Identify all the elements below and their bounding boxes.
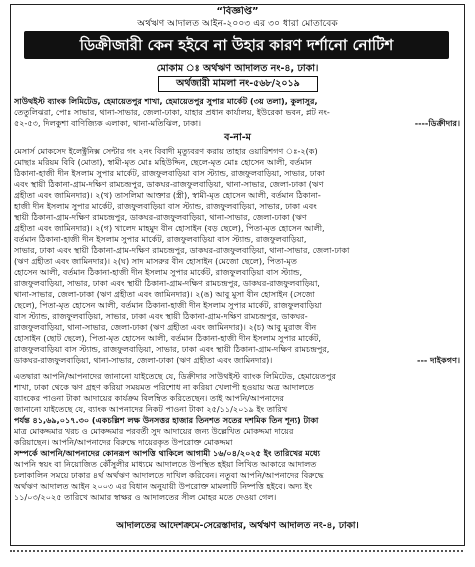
body-line: চলাকালিন সময়ে ঢাকার ৪র্থ অর্থঋণ আদালতে দাখিল করিবেন। নতুবা আপনি/আপনাদের বিরুদ্ধে — [14, 470, 324, 480]
defendant-line: মেসার্স মোকসেদ ইলেক্ট্রনিক্স সেন্টার গং ২নং বিবাদী মৃত্যুবরণ করায় তাহার ওয়ারিশগণ ঃ-২(ক) — [14, 146, 318, 156]
body-line: করিয়াছেন। আপনি/আপনাদের বিরুদ্ধে দায়েরকৃত উপরোক্ত মোকদ্দমা — [14, 437, 233, 447]
defendant-line: সাভার, ঢাকা এবং স্থায়ী ঠিকানা-গ্রাম-দক্ষিণ রামচন্দ্রপুর, ডাকঘর-রাজফুলবাড়িয়া, থানা-সাভার, জেলা-ঢাকা — [14, 245, 350, 255]
body-line: এতদ্বারা আপনি/আপনাদের জানানো যাইতেছে যে, ডিক্রীদার সাউথইস্ট ব্যাংক লিমিটেড, হেমায়েতপুর — [14, 371, 336, 381]
defendant-line: রাজফুলবাড়িয়া, থানা-সাভার, জেলা-ঢাকা (ঋণ গ্রহীতা এবং জামিনদার)। ২(চ) আবু মুরাজ বীন — [14, 322, 317, 332]
defendant-line: বাস স্ট্যান্ড, রাজফুলবাড়িয়া, সাভার, ঢাকা এবং স্থায়ী ঠিকানা-গ্রাম-দক্ষিণ রামচন্দ্রপুর, ডাকঘর- — [14, 311, 308, 321]
defendant-line: গ্রহীতা এবং জামিনদার)। ২(খ) তাসলিমা আক্তার (স্ত্রী), স্বামী-মৃত হোসেন আলী, বর্তমান ঠিকানা- — [14, 190, 321, 200]
defendant-line: মোছাঃ মরিয়ম বিবি (মোতা), স্বামী-মৃত মোঃ মহিউদ্দিন, ছেলে-মৃত মোঃ হোসেন আলী, বর্তমান — [14, 157, 312, 167]
plaintiff-line: তেতুলিঝরা, পোঃ সাভার, থানা-সাভার, জেলা-ঢাকা, যাহার প্রধান কার্যালয়, ইউরেকা ভবন, প্লট নং- — [14, 107, 330, 117]
body-line: শাখা, ঢাকা থেকে ঋণ গ্রহণ করিয়া সময়মত পরিশোধ না করিয়া খেলাপী হওয়ায় অত্র আদালতে — [14, 382, 314, 392]
defendant-line: (ঋণ গ্রহীতা এবং জামিনদার)। ২(ঘ) সাদ মাসরুর বীন হোসাইন (মেজো ছেলে), পিতা-মৃত — [14, 256, 297, 266]
plaintiff-role: ----ডিক্রীদার। — [414, 118, 460, 128]
signature-line: আদালতের আদেশক্রমে-সেরেস্তাদার, অর্থঋণ আদালত নং-৪, ঢাকা। — [116, 521, 359, 531]
notice-label: “বিজ্ঞপ্তি” — [216, 6, 259, 17]
defendant-line: হাজী দীন ইসলাম সুপার মার্কেট, রাজফুলবাড়িয়া বাস স্ট্যান্ড, রাজফুলবাড়িয়া, সাভার, ঢাকা এবং — [14, 201, 317, 211]
plaintiff-line: সাউথইস্ট ব্যাংক লিমিটেড, হেমায়েতপুর শাখা, হেমায়েতপুর সুপার মার্কেট (৩য় তলা), কুলাসুর, — [14, 96, 318, 106]
defendant-role: --- দাইকগণ। — [417, 355, 460, 365]
body-line: পর্যন্ত ৪১,৬৯,০১৭.৩০ (একচল্লিশ লক্ষ উনসত্তর হাজার তিনশত সতের দশমিক তিন শূন্য) টাকা — [14, 415, 319, 425]
plaintiff-line: ৫২-৫৩, দিলকুশা বাণিজ্যিক এলাকা, থানা-মতিঝিল, ঢাকা। — [14, 118, 201, 128]
case-number: অর্থজারী মামলা নং-৫৬৮/২০১৯ — [176, 78, 300, 89]
body-line: মাত্র মোকদ্দমার খরচ ও মোকদ্দমার পরবর্তী সুদ আদায়ের জন্য উল্লেখিত মোকদ্দমা দায়ের — [14, 426, 294, 436]
defendant-line: থানা-সাভার, জেলা-ঢাকা (ঋণ গ্রহীতা এবং জামিনদার)। ২(ঙ) আবু মুসা বীন হোসাইন (সেজো — [14, 289, 315, 299]
notice-heading: ডিক্রীজারী কেন হইবে না উহার কারণ দর্শানো নোটিশ — [24, 31, 449, 59]
defendant-line: গ্রহীতা এবং জামিনদার)। ২(গ) খালেদ মাহমুদ বীন হোসাইন (বড় ছেলে), পিতা-মৃত হোসেন আলী, — [14, 223, 325, 233]
defendant-line: হোসাইন (ছোট ছেলে), পিতা-মৃত হোসেন আলী, বর্তমান ঠিকানা-হাজী দীন ইসলাম সুপার মার্কেট, — [14, 333, 321, 343]
versus-label: ব-না-ম — [224, 132, 251, 143]
defendant-line: হোসেন আলী, বর্তমান ঠিকানা-হাজী দীন ইসলাম সুপার মার্কেট, রাজফুলবাড়িয়া বাস স্ট্যান্ড, — [14, 267, 303, 277]
body-line: অর্থঋণ আদালত আইন ২০০৩ এর বিধান অনুযায়ী উপরোক্ত মামলাটি নিষ্পত্তি হইবে। অদ্য ইং — [14, 481, 313, 491]
body-line: ১১/০৩/২০২৫ তারিখে আমার স্বাক্ষর ও আদালতের সীল মোহর মতে দেওয়া গেল। — [14, 492, 277, 502]
defendant-line: রাজফুলবাড়িয়া, সাভার, ঢাকা এবং স্থায়ী ঠিকানা-গ্রাম-দক্ষিণ রামচন্দ্রপুর, ডাকঘর-রাজফুলবাড়িয়া, — [14, 278, 320, 288]
cut-line — [10, 550, 463, 554]
body-line: সম্পর্কে আপনি/আপনাদের কোনরূপ আপত্তি থাকিলে আগামী ১৬/০৪/২০২৫ ইং তারিখের মধ্যে — [14, 448, 320, 458]
act-line: অর্থঋণ আদালত আইন-২০০৩ এর ৩০ ধারা মোতাবেক — [137, 18, 338, 29]
body-line: জানানো যাইতেছে যে, ব্যাংক আপনাদের নিকট পাওনা টাকা ২৫/১১/২০১৯ ইং তারিখ — [14, 404, 288, 414]
defendant-line: ঠিকানা-হাজী দীন ইসলাম সুপার মার্কেট, রাজফুলবাড়িয়া বাস স্ট্যান্ড, রাজফুলবাড়িয়া, সাভার, ঢাকা — [14, 168, 325, 178]
defendant-line: এবং স্থায়ী ঠিকানা-গ্রাম-দক্ষিণ রামচন্দ্রপুর, ডাকঘর-রাজফুলবাড়িয়া, থানা-সাভার, জেলা-ঢাকা (ঋণ — [14, 179, 324, 189]
body-line: আপনি স্বয়ং বা নিয়োজিত কৌঁসুলীর মাধ্যমে আদালতে উপস্থিত হইয়া লিখিত আকারে আদালত — [14, 459, 317, 469]
court-line: মোকাম ঃ অর্থঋণ আদালত নং-৪, ঢাকা। — [156, 63, 319, 74]
defendant-line: স্থায়ী ঠিকানা-গ্রাম-দক্ষিণ রামচন্দ্রপুর, ডাকঘর-রাজফুলবাড়িয়া, থানা-সাভার, জেলা-ঢাকা (ঋণ — [14, 212, 307, 222]
defendant-line: রাজফুলবাড়িয়া বাস স্ট্যান্ড, রাজফুলবাড়িয়া, সাভার, ঢাকা এবং স্থায়ী ঠিকানা-গ্রাম-দক্ষিণ রামচন্দ্রপুর, — [14, 344, 330, 354]
body-line: ব্যাংকের পাওনা টাকা আদায়ের কার্যক্রম বিলম্বিত করিতেছেন। তাই আপনি/আপনাদের — [14, 393, 284, 403]
defendant-line: বর্তমান ঠিকানা-হাজী দীন ইসলাম সুপার মার্কেট, রাজফুলবাড়িয়া বাস স্ট্যান্ড, রাজফুলবাড়িয়া, — [14, 234, 307, 244]
defendant-line: ছেলে), পিতা-মৃত হোসেন আলী, বর্তমান ঠিকানা-হাজী দীন ইসলাম সুপার মার্কেট, রাজফুলবাড়িয়া — [14, 300, 322, 310]
defendant-line: ডাকঘর-রাজফুলবাড়িয়া, থানা-সাভার, জেলা-ঢাকা (ঋণ গ্রহীতা এবং জামিনদার)। — [14, 355, 273, 365]
